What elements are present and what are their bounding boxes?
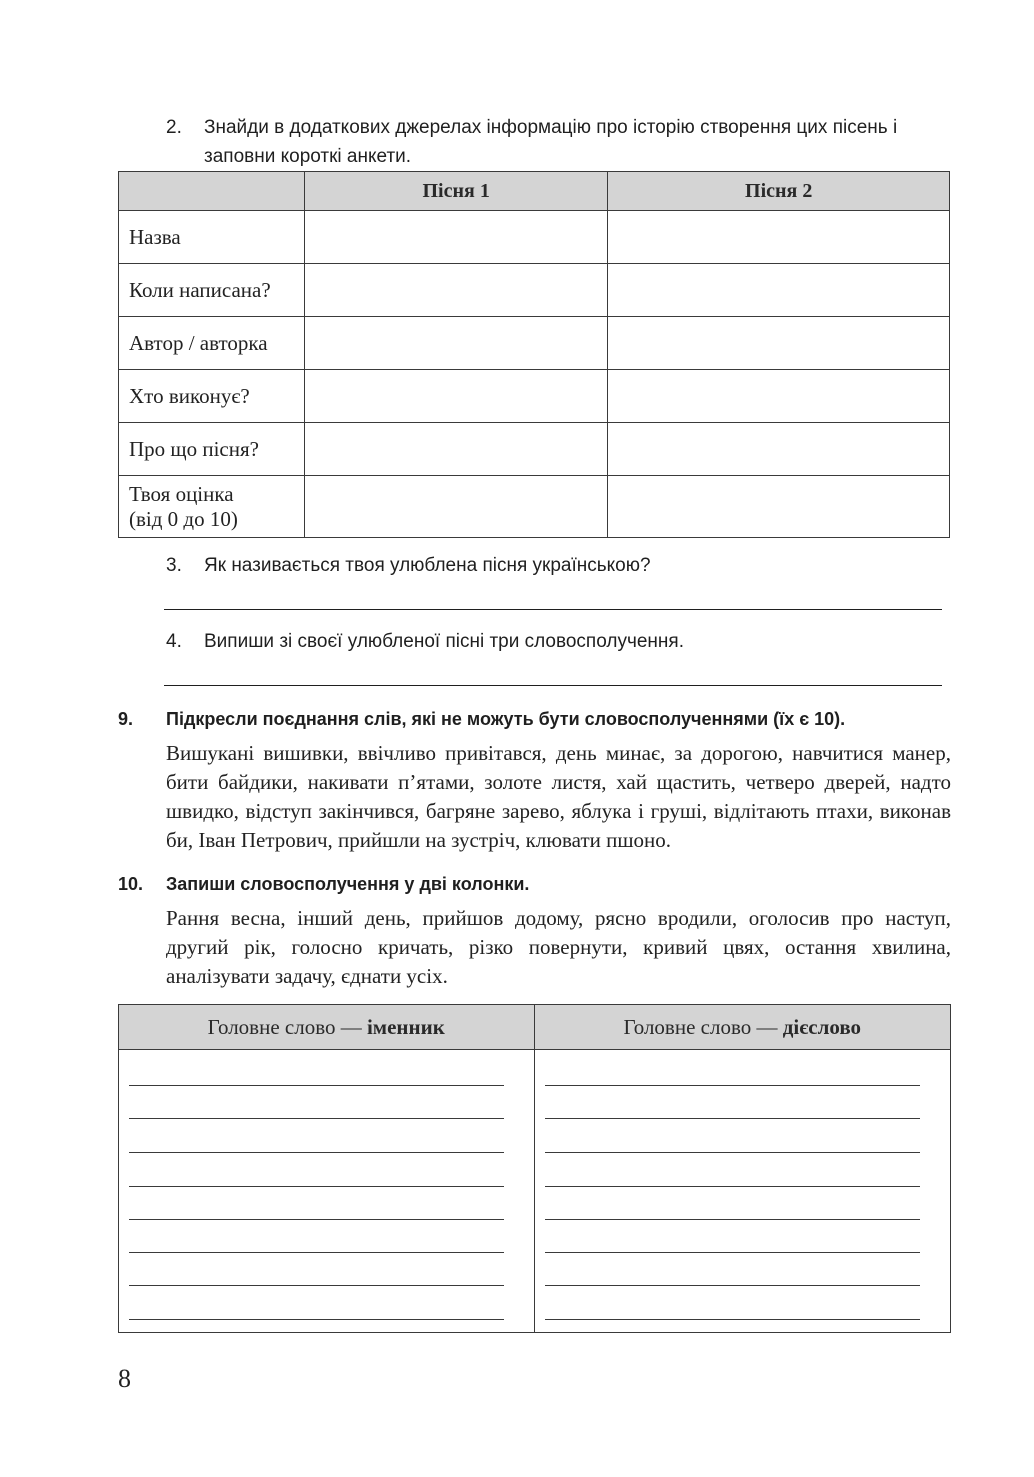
task-3-number: 3. <box>166 555 182 576</box>
exercise-9-title: Підкресли поєднання слів, які не можуть бути словосполученнями (їх є 10). <box>166 709 846 729</box>
survey-cell-song-2[interactable] <box>608 423 950 476</box>
survey-row <box>119 370 950 423</box>
exercise-10-title: Запиши словосполучення у дві колонки. <box>166 874 530 894</box>
survey-header-empty <box>119 172 305 211</box>
verb-write-line[interactable] <box>545 1152 921 1153</box>
survey-cell-song-1[interactable] <box>304 370 608 423</box>
survey-cell-song-2[interactable] <box>608 370 950 423</box>
exercise-10-text: Рання весна, інший день, прийшов додому, рясно вродили, оголосив про наступ, другий рік, голосно кричать, різко повернути, кривий цвях, остання хвилина, аналізувати задачу, єднати усіх. <box>166 906 951 988</box>
column-header-noun-prefix: Головне слово — <box>207 1014 367 1039</box>
two-column-table <box>118 1004 951 1333</box>
answer-line-task-4[interactable] <box>164 685 942 686</box>
column-header-noun-bold: іменник <box>366 1014 445 1039</box>
survey-row <box>119 423 950 476</box>
survey-cell-song-1[interactable] <box>304 264 608 317</box>
column-header-verb <box>534 1005 951 1050</box>
task-4-number: 4. <box>166 631 182 652</box>
page-number: 8 <box>118 1364 131 1393</box>
survey-cell-song-1[interactable] <box>304 423 608 476</box>
columns-header-row <box>119 1005 951 1050</box>
noun-write-line[interactable] <box>129 1285 504 1286</box>
noun-write-line[interactable] <box>129 1186 504 1187</box>
verb-write-line[interactable] <box>545 1219 921 1220</box>
survey-cell-song-1[interactable] <box>304 476 608 538</box>
survey-cell-song-2[interactable] <box>608 264 950 317</box>
survey-header-song-2: Пісня 2 <box>608 172 950 211</box>
survey-row-label: Хто виконує? <box>119 370 305 423</box>
verb-write-line[interactable] <box>545 1319 921 1320</box>
verb-write-line[interactable] <box>545 1118 921 1119</box>
survey-cell-song-1[interactable] <box>304 317 608 370</box>
verb-write-line[interactable] <box>545 1186 921 1187</box>
answer-line-task-3[interactable] <box>164 609 942 610</box>
column-header-verb-prefix: Головне слово — <box>623 1014 783 1039</box>
survey-row-label: Про що пісня? <box>119 423 305 476</box>
verb-write-line[interactable] <box>545 1085 921 1086</box>
rating-label-line-2: (від 0 до 10) <box>129 506 238 531</box>
survey-cell-song-2[interactable] <box>608 211 950 264</box>
column-header-noun <box>119 1005 535 1050</box>
columns-body-row <box>119 1050 951 1333</box>
verb-column <box>534 1050 951 1333</box>
survey-row-label: Автор / авторка <box>119 317 305 370</box>
task-4-text: Випиши зі своєї улюбленої пісні три словосполучення. <box>204 631 684 652</box>
task-2-number: 2. <box>166 117 182 138</box>
exercise-9-text[interactable]: Вишукані вишивки, ввічливо привітався, день минає, за дорогою, навчитися манер, бити байдики, накивати п’ятами, золоте листя, хай щастить, четверо дверей, надто швидко, відступ закінчився, багряне зарево, яблука і груші, відлітають птахи, виконав би, Іван Петрович, прийшли на зустріч, клювати пшоно. <box>166 741 951 852</box>
noun-write-line[interactable] <box>129 1152 504 1153</box>
survey-row <box>119 211 950 264</box>
survey-row-label: Назва <box>119 211 305 264</box>
exercise-10-number: 10. <box>118 874 144 894</box>
noun-write-line[interactable] <box>129 1252 504 1253</box>
survey-row <box>119 317 950 370</box>
survey-row <box>119 476 950 538</box>
survey-header-row <box>119 172 950 211</box>
exercise-9-number: 9. <box>118 709 134 729</box>
noun-column <box>119 1050 535 1333</box>
survey-cell-song-1[interactable] <box>304 211 608 264</box>
survey-cell-song-2[interactable] <box>608 317 950 370</box>
column-header-verb-bold: дієслово <box>782 1014 862 1039</box>
song-survey-table <box>118 171 950 538</box>
noun-write-line[interactable] <box>129 1219 504 1220</box>
task-3-text: Як називається твоя улюблена пісня українською? <box>204 555 651 576</box>
noun-write-line[interactable] <box>129 1085 504 1086</box>
survey-header-song-1: Пісня 1 <box>304 172 608 211</box>
rating-label-line-1: Твоя оцінка <box>129 481 234 506</box>
survey-cell-song-2[interactable] <box>608 476 950 538</box>
survey-row-label <box>119 476 305 538</box>
survey-row <box>119 264 950 317</box>
verb-write-line[interactable] <box>545 1285 921 1286</box>
task-2-text: Знайди в додаткових джерелах інформацію про історію створення цих пісень і заповни короткі анкети. <box>204 117 898 167</box>
survey-row-label: Коли написана? <box>119 264 305 317</box>
noun-write-line[interactable] <box>129 1319 504 1320</box>
verb-write-line[interactable] <box>545 1252 921 1253</box>
noun-write-line[interactable] <box>129 1118 504 1119</box>
